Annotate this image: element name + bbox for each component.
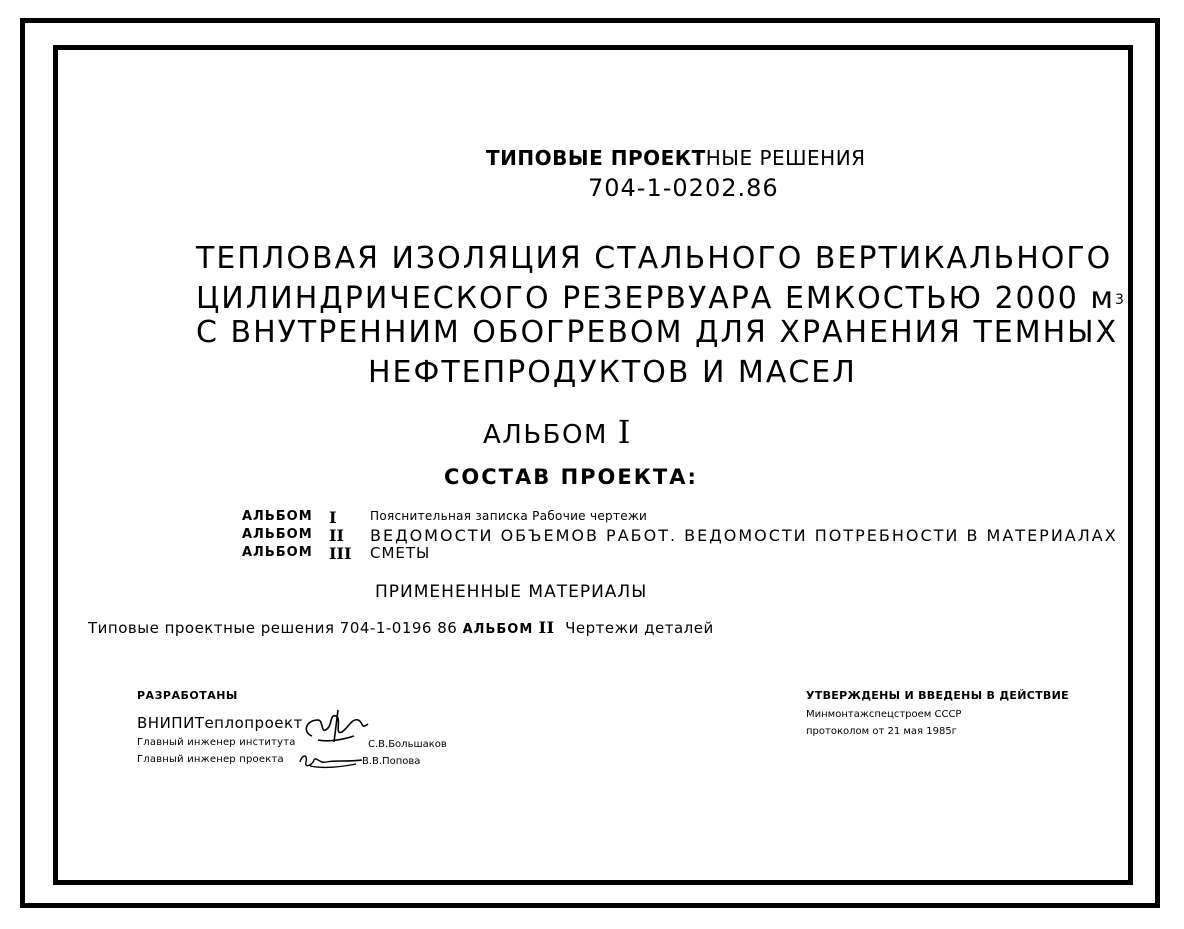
- composition-row-desc: ВЕДОМОСТИ ОБЪЕМОВ РАБОТ. ВЕДОМОСТИ ПОТРЕБНОСТИ В МАТЕРИАЛАХ: [370, 526, 1118, 545]
- composition-row-label: АЛЬБОМ: [242, 527, 313, 542]
- project-code: 704-1-0202.86: [588, 174, 779, 202]
- signature-1-icon: [298, 706, 378, 748]
- title-line-1: ТЕПЛОВАЯ ИЗОЛЯЦИЯ СТАЛЬНОГО ВЕРТИКАЛЬНОГО: [196, 241, 1113, 276]
- album-heading-number: I: [617, 413, 632, 451]
- composition-row-2: [0, 528, 1184, 546]
- title-line-2: [196, 281, 1124, 316]
- album-heading: [483, 413, 632, 451]
- applied-materials-heading: ПРИМЕНЕННЫЕ МАТЕРИАЛЫ: [375, 582, 648, 602]
- composition-row-number: II: [329, 526, 344, 545]
- title-line-3: С ВНУТРЕННИМ ОБОГРЕВОМ ДЛЯ ХРАНЕНИЯ ТЕМНЫХ: [196, 315, 1119, 350]
- composition-row-3: [0, 546, 1184, 564]
- developer-role-2: Главный инженер проекта: [137, 754, 284, 765]
- title-line-4: НЕФТЕПРОДУКТОВ И МАСЕЛ: [368, 355, 857, 390]
- developer-name-2: В.В.Попова: [362, 756, 421, 767]
- album-heading-label: АЛЬБОМ: [483, 420, 608, 450]
- composition-row-label: АЛЬБОМ: [242, 509, 313, 524]
- title-line-2-text: ЦИЛИНДРИЧЕСКОГО РЕЗЕРВУАРА ЕМКОСТЬЮ 2000 м: [196, 281, 1115, 316]
- developer-name-1: С.В.Большаков: [368, 739, 447, 750]
- developer-role-1: Главный инженер института: [137, 737, 296, 748]
- series-title-bold: ТИПОВЫЕ ПРОЕКТ: [486, 146, 706, 170]
- composition-heading: СОСТАВ ПРОЕКТА:: [444, 465, 698, 489]
- applied-prefix: Типовые проектные решения 704-1-0196 86: [88, 619, 458, 637]
- composition-row-number: III: [329, 544, 352, 563]
- signature-2-icon: [296, 748, 366, 772]
- applied-materials-line: [88, 620, 714, 636]
- approval-line-1: Минмонтажспецстроем СССР: [806, 709, 962, 720]
- composition-row-desc: Пояснительная записка Рабочие чертежи: [370, 509, 648, 523]
- applied-album-label: АЛЬБОМ: [462, 622, 534, 637]
- applied-suffix: Чертежи деталей: [565, 619, 714, 637]
- developer-org: ВНИПИТеплопроект: [137, 714, 303, 732]
- composition-row-desc: СМЕТЫ: [370, 544, 431, 562]
- applied-album-number: II: [538, 618, 555, 637]
- approval-line-2: протоколом от 21 мая 1985г: [806, 726, 957, 737]
- composition-row-label: АЛЬБОМ: [242, 545, 313, 560]
- title-superscript: 3: [1115, 292, 1124, 308]
- composition-row-number: I: [329, 508, 337, 527]
- approval-heading: УТВЕРЖДЕНЫ И ВВЕДЕНЫ В ДЕЙСТВИЕ: [806, 689, 1069, 702]
- developer-heading: РАЗРАБОТАНЫ: [137, 689, 238, 702]
- series-title: [486, 148, 866, 168]
- series-title-rest: НЫЕ РЕШЕНИЯ: [705, 146, 866, 170]
